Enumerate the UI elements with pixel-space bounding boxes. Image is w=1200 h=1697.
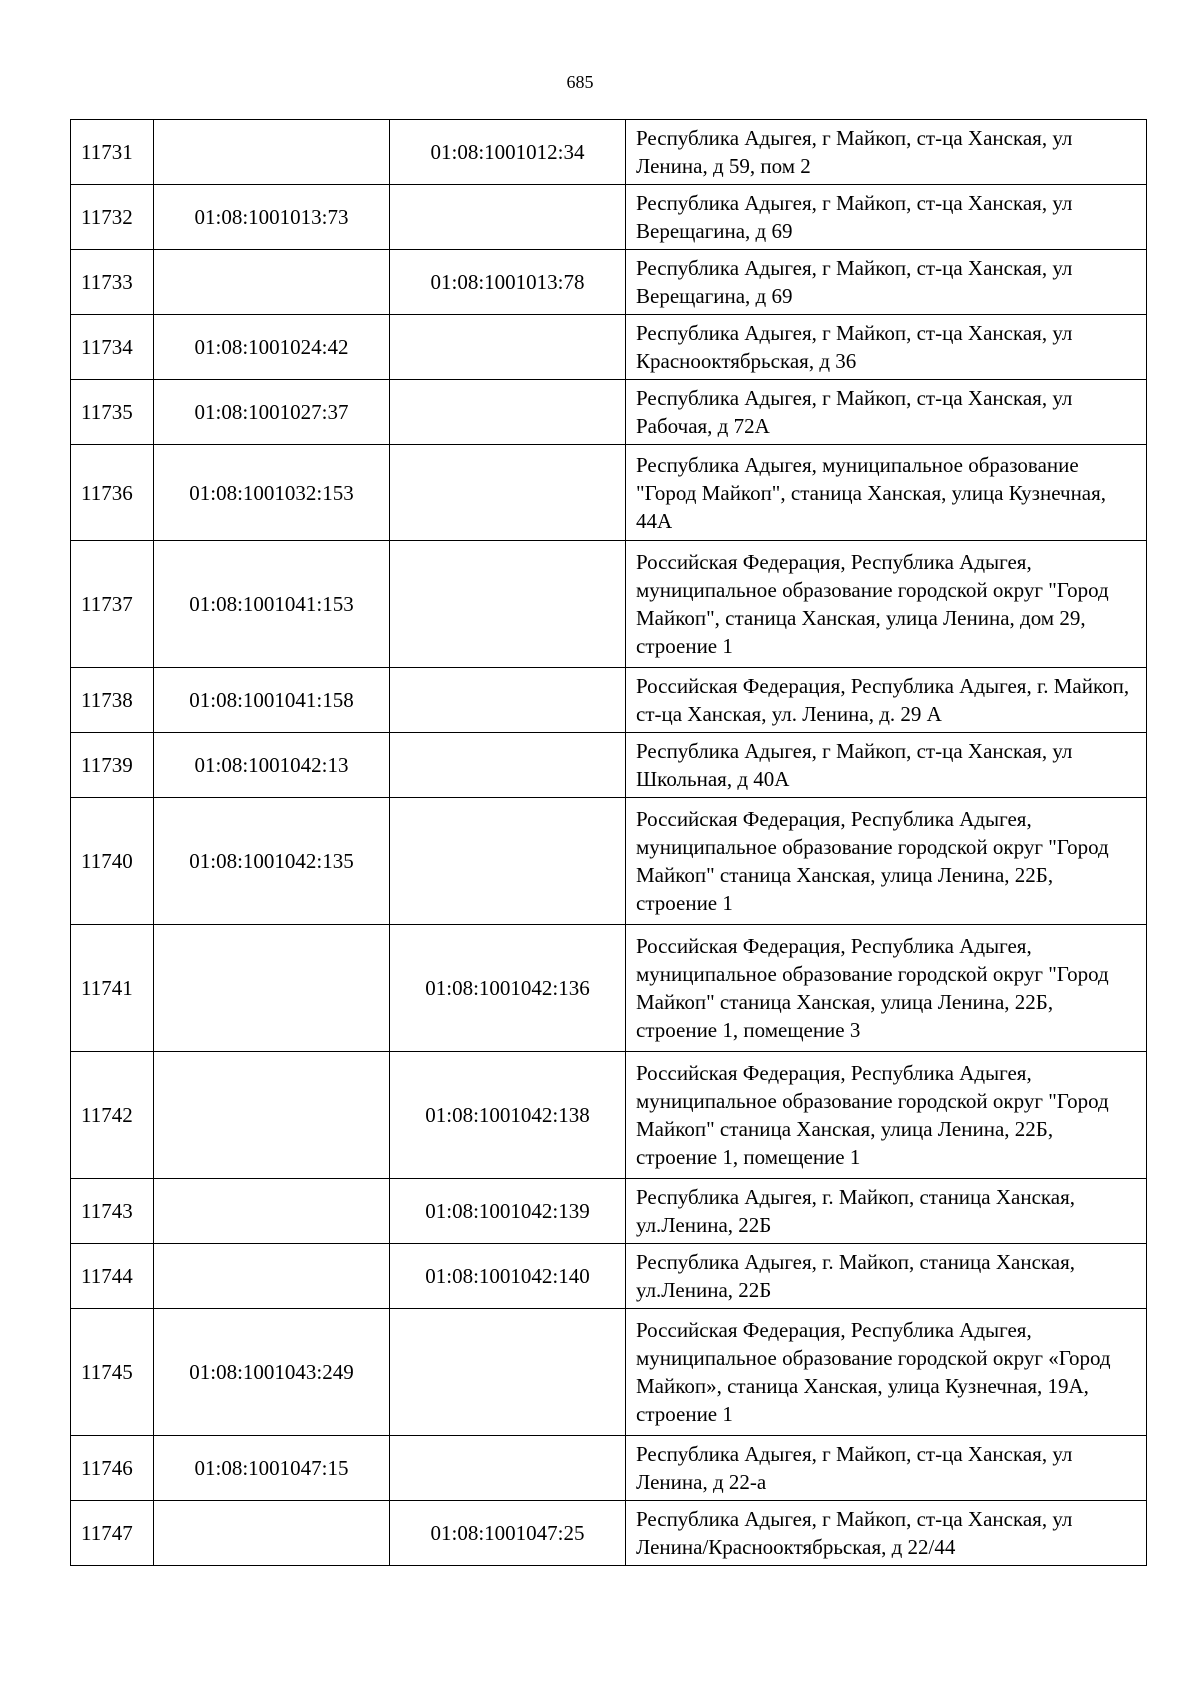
address: Российская Федерация, Республика Адыгея, муниципальное образование городской округ «Город Майкоп», станица Ханская, улица Кузнечная, 19А, строение 1 (626, 1309, 1147, 1436)
address: Российская Федерация, Республика Адыгея, муниципальное образование городской округ "Город Майкоп" станица Ханская, улица Ленина, 22Б, строение 1, помещение 1 (626, 1052, 1147, 1179)
land-cadastral-number (154, 1179, 390, 1244)
address: Российская Федерация, Республика Адыгея, муниципальное образование городской округ "Город Майкоп", станица Ханская, улица Ленина, дом 29, строение 1 (626, 541, 1147, 668)
building-cadastral-number (390, 380, 626, 445)
row-number: 11744 (71, 1244, 154, 1309)
table-row (71, 445, 1147, 541)
building-cadastral-number: 01:08:1001042:138 (390, 1052, 626, 1179)
table-row (71, 1436, 1147, 1501)
land-cadastral-number: 01:08:1001042:13 (154, 733, 390, 798)
building-cadastral-number: 01:08:1001012:34 (390, 120, 626, 185)
building-cadastral-number: 01:08:1001013:78 (390, 250, 626, 315)
land-cadastral-number: 01:08:1001032:153 (154, 445, 390, 541)
row-number: 11743 (71, 1179, 154, 1244)
address: Республика Адыгея, муниципальное образование "Город Майкоп", станица Ханская, улица Кузнечная, 44А (626, 445, 1147, 541)
address: Республика Адыгея, г. Майкоп, станица Ханская, ул.Ленина, 22Б (626, 1244, 1147, 1309)
address: Республика Адыгея, г Майкоп, ст-ца Ханская, ул Ленина, д 59, пом 2 (626, 120, 1147, 185)
land-cadastral-number: 01:08:1001024:42 (154, 315, 390, 380)
land-cadastral-number: 01:08:1001041:158 (154, 668, 390, 733)
land-cadastral-number (154, 1052, 390, 1179)
address: Российская Федерация, Республика Адыгея, муниципальное образование городской округ "Город Майкоп" станица Ханская, улица Ленина, 22Б, строение 1, помещение 3 (626, 925, 1147, 1052)
table-row (71, 1052, 1147, 1179)
land-cadastral-number: 01:08:1001047:15 (154, 1436, 390, 1501)
row-number: 11746 (71, 1436, 154, 1501)
row-number: 11741 (71, 925, 154, 1052)
land-cadastral-number: 01:08:1001043:249 (154, 1309, 390, 1436)
land-cadastral-number: 01:08:1001042:135 (154, 798, 390, 925)
table-row (71, 250, 1147, 315)
table-row (71, 668, 1147, 733)
table-row (71, 1244, 1147, 1309)
table-row (71, 925, 1147, 1052)
address: Российская Федерация, Республика Адыгея, г. Майкоп, ст-ца Ханская, ул. Ленина, д. 29 А (626, 668, 1147, 733)
address: Республика Адыгея, г Майкоп, ст-ца Ханская, ул Школьная, д 40А (626, 733, 1147, 798)
land-cadastral-number: 01:08:1001013:73 (154, 185, 390, 250)
address: Республика Адыгея, г Майкоп, ст-ца Ханская, ул Ленина/Краснооктябрьская, д 22/44 (626, 1501, 1147, 1566)
land-cadastral-number (154, 1501, 390, 1566)
land-cadastral-number (154, 1244, 390, 1309)
table-row (71, 1309, 1147, 1436)
row-number: 11745 (71, 1309, 154, 1436)
land-cadastral-number (154, 250, 390, 315)
row-number: 11740 (71, 798, 154, 925)
building-cadastral-number (390, 445, 626, 541)
page-number: 685 (566, 72, 594, 92)
building-cadastral-number: 01:08:1001042:136 (390, 925, 626, 1052)
building-cadastral-number (390, 315, 626, 380)
address: Российская Федерация, Республика Адыгея, муниципальное образование городской округ "Город Майкоп" станица Ханская, улица Ленина, 22Б, строение 1 (626, 798, 1147, 925)
row-number: 11738 (71, 668, 154, 733)
address: Республика Адыгея, г Майкоп, ст-ца Ханская, ул Краснооктябрьская, д 36 (626, 315, 1147, 380)
address: Республика Адыгея, г Майкоп, ст-ца Ханская, ул Ленина, д 22-а (626, 1436, 1147, 1501)
building-cadastral-number (390, 541, 626, 668)
address: Республика Адыгея, г Майкоп, ст-ца Ханская, ул Рабочая, д 72А (626, 380, 1147, 445)
table-row (71, 798, 1147, 925)
table-row (71, 120, 1147, 185)
row-number: 11733 (71, 250, 154, 315)
building-cadastral-number: 01:08:1001042:139 (390, 1179, 626, 1244)
building-cadastral-number (390, 733, 626, 798)
row-number: 11734 (71, 315, 154, 380)
row-number: 11747 (71, 1501, 154, 1566)
row-number: 11732 (71, 185, 154, 250)
table-row (71, 185, 1147, 250)
land-cadastral-number: 01:08:1001041:153 (154, 541, 390, 668)
table-row (71, 733, 1147, 798)
building-cadastral-number (390, 1309, 626, 1436)
address: Республика Адыгея, г Майкоп, ст-ца Ханская, ул Верещагина, д 69 (626, 250, 1147, 315)
building-cadastral-number (390, 798, 626, 925)
table-row (71, 541, 1147, 668)
land-cadastral-number (154, 120, 390, 185)
row-number: 11737 (71, 541, 154, 668)
building-cadastral-number (390, 185, 626, 250)
row-number: 11739 (71, 733, 154, 798)
table-row (71, 380, 1147, 445)
row-number: 11736 (71, 445, 154, 541)
row-number: 11735 (71, 380, 154, 445)
table-row (71, 1179, 1147, 1244)
table-row (71, 315, 1147, 380)
building-cadastral-number (390, 668, 626, 733)
row-number: 11731 (71, 120, 154, 185)
building-cadastral-number: 01:08:1001047:25 (390, 1501, 626, 1566)
land-cadastral-number (154, 925, 390, 1052)
row-number: 11742 (71, 1052, 154, 1179)
table-row (71, 1501, 1147, 1566)
address: Республика Адыгея, г. Майкоп, станица Ханская, ул.Ленина, 22Б (626, 1179, 1147, 1244)
registry-table (70, 119, 1147, 1566)
building-cadastral-number: 01:08:1001042:140 (390, 1244, 626, 1309)
building-cadastral-number (390, 1436, 626, 1501)
land-cadastral-number: 01:08:1001027:37 (154, 380, 390, 445)
address: Республика Адыгея, г Майкоп, ст-ца Ханская, ул Верещагина, д 69 (626, 185, 1147, 250)
